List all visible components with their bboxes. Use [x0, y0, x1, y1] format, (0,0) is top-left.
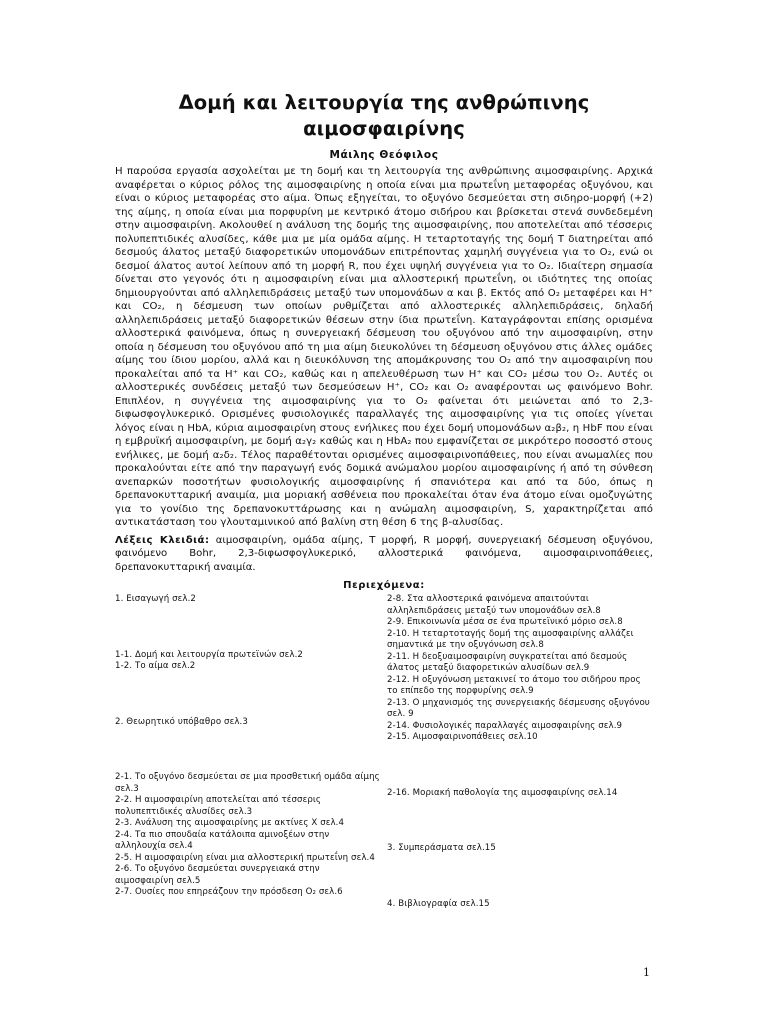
toc-entry: 3. Συμπεράσματα σελ.15 [387, 843, 496, 853]
toc-entry: 2-16. Μοριακή παθολογία της αιμοσφαιρίνης σελ.14 [387, 787, 618, 798]
toc-entry: 2-14. Φυσιολογικές παραλλαγές αιμοσφαιρίνης σελ.9 [387, 720, 623, 731]
document-title: Δομή και λειτουργία της ανθρώπινης αιμοσφαιρίνης [178, 91, 590, 140]
toc-spacer [115, 689, 381, 701]
abstract-paragraph: Η παρούσα εργασία ασχολείται με τη δομή και τη λειτουργία της ανθρώπινης αιμοσφαιρίνης. Αρχικά αναφέρεται ο κύριος ρόλος της αιμοσφαιρίνης η οποία είναι μια πρωτεΐνη μεταφορέας οξυγόνου, και είναι ο κύριος μεταφορέας στο αίμα. Όπως εξηγείται, το οξυγόνο δεσμεύεται στη σιδηρο-μορφή (+2) της αίμης, η οποία είναι μια πορφυρίνη με κεντρικό άτομο σιδήρου και βρίσκεται στενά συνδεδεμένη στην αιμοσφαιρίνη. Ακολουθεί η ανάλυση της δομής της αιμοσφαιρίνης, που αποτελείται από τέσσερις πολυπεπτιδικές αλυσίδες, κάθε μια με μία ομάδα αίμης. Η τεταρτοταγής της δομή Τ διατηρείται από δεσμούς άλατος μεταξύ διαφορετικών υπομονάδων επιτρέποντας χαμηλή συγγένεια για το O₂, ενώ οι δεσμοί άλατος αυτοί λείπουν από τη μορφή R, που έχει υψηλή συγγένεια για το O₂. Ιδιαίτερη σημασία δίνεται στο γεγονός ότι η αιμοσφαιρίνη είναι μια αλλοστερική πρωτεΐνη, οι ιδιότητες της οποίας δημιουργούνται από αλληλεπιδράσεις μεταξύ των υπομονάδων α και β. Εκτός από O₂ μεταφέρει και H⁺ και CO₂, η δέσμευση των οποίων ρυθμίζεται από αλλοστερικές αλληλεπιδράσεις, δηλαδή αλληλεπιδράσεις μεταξύ διαφορετικών θέσεων στην ίδια πρωτεΐνη. Καταγράφονται επίσης ορισμένα αλλοστερικά φαινόμενα, όπως η συνεργειακή δέσμευση του οξυγόνου από την αιμοσφαιρίνη, στην οποία η δέσμευση του οξυγόνου από τη μια αίμη διευκολύνει τη δέσμευση οξυγόνου στις άλλες ομάδες αίμης του ίδιου μορίου, αλλά και η διευκόλυνση της απομάκρυνσης του O₂ από την αιμοσφαιρίνη που προκαλείται από τα H⁺ και CO₂, καθώς και η απελευθέρωση των H⁺ και CO₂ μέσω του O₂. Αυτές οι αλλοστερικές συνδέσεις μεταξύ των δεσμεύσεων H⁺, CO₂ και O₂ αναφέρονται ως φαινόμενο Bohr. Επιπλέον, η συγγένεια της αιμοσφαιρίνης για το O₂ φαίνεται ότι μειώνεται από το 2,3-διφωσφογλυκερικό. Ορισμένες φυσιολογικές παραλλαγές της αιμοσφαιρίνης για τις οποίες γίνεται λόγος είναι η HbA, κύρια αιμοσφαιρίνη στους ενήλικες που έχει δομή υπομονάδων α₂β₂, η HbF που είναι η εμβρυϊκή αιμοσφαιρίνη, με δομή α₂γ₂ καθώς και η HbA₂ που εμφανίζεται σε μικρότερο ποσοστό στους ενήλικες, με δομή α₂δ₂. Τέλος παραθέτονται ορισμένες αιμοσφαιρινοπάθειες, που είναι ανωμαλίες που προκαλούνται είτε από την παραγωγή ενός δομικά ανώμαλου μορίου αιμοσφαιρίνης ή από τη σύνθεση ανεπαρκών ποσοτήτων φυσιολογικής αιμοσφαιρίνης ή σπανιότερα και από τα δύο, όπως η δρεπανοκυτταρική αναιμία, μια μοριακή ασθένεια που προκαλείται όταν ένα άτομο είναι ομοζυγώτης για το γονίδιο της δρεπανοκυττάρωσης και η ανώμαλη αιμοσφαιρίνη, S, χαρακτηρίζεται από αντικατάσταση του γλουταμινικού από βαλίνη στη θέση 6 της β-αλυσίδας. [115, 166, 653, 528]
document-page [115, 90, 653, 910]
toc-entry: 2-4. Τα πιο σπουδαία κατάλοιπα αμινοξέων στην αλληλουχία σελ.4 [115, 829, 330, 851]
toc-entry: 1. Εισαγωγή σελ.2 [115, 594, 197, 604]
keywords-paragraph [115, 534, 653, 575]
toc-left-column [115, 594, 381, 910]
toc-heading: Περιεχόμενα: [343, 580, 425, 591]
toc-entry: 2-10. Η τεταρτοταγής δομή της αιμοσφαιρίνης αλλάζει σημαντικά με την οξυγόνωση σελ.8 [387, 628, 634, 650]
toc-spacer [387, 760, 653, 772]
toc-right-column [387, 594, 653, 910]
author-name: Μάιλης Θεόφιλος [329, 149, 439, 161]
toc-entry: 1-1. Δομή και λειτουργία πρωτεϊνών σελ.2 [115, 649, 303, 660]
toc-entry: 2-13. Ο μηχανισμός της συνεργειακής δέσμευσης οξυγόνου σελ. 9 [387, 697, 650, 719]
toc-entry: 2-12. Η οξυγόνωση μετακινεί το άτομο του σιδήρου προς το επίπεδο της πορφυρίνης σελ.9 [387, 674, 641, 696]
toc-entry: 2-6. Το οξυγόνο δεσμεύεται συνεργειακά στην αιμοσφαιρίνη σελ.5 [115, 864, 320, 886]
toc-entry: 1-2. Το αίμα σελ.2 [115, 661, 196, 671]
toc-entry: 2-3. Ανάλυση της αιμοσφαιρίνης με ακτίνες Χ σελ.4 [115, 818, 345, 828]
toc-entry: 2-15. Αιμοσφαιρινοπάθειες σελ.10 [387, 732, 538, 742]
toc-entry: 2-8. Στα αλλοστερικά φαινόμενα απαιτούνται αλληλεπιδράσεις μεταξύ των υπομονάδων σελ.8 [387, 594, 601, 616]
table-of-contents [115, 594, 653, 910]
toc-entry: 2-1. Το οξυγόνο δεσμεύεται σε μια προσθετική ομάδα αίμης σελ.3 [115, 772, 380, 794]
toc-spacer [387, 871, 653, 883]
toc-entry: 2-11. Η δεοξυαιμοσφαιρίνη συγκρατείται από δεσμούς άλατος μεταξύ διαφορετικών αλυσίδων σελ.9 [387, 651, 628, 673]
toc-entry: 4. Βιβλιογραφία σελ.15 [387, 898, 490, 909]
toc-entry: 2-5. Η αιμοσφαιρίνη είναι μια αλλοστερική πρωτεΐνη σελ.4 [115, 852, 375, 863]
toc-entry: 2-9. Επικοινωνία μέσα σε ένα πρωτεϊνικό μόριο σελ.8 [387, 617, 623, 627]
toc-entry: 2-7. Ουσίες που επηρεάζουν την πρόσδεση O₂ σελ.6 [115, 887, 343, 897]
toc-spacer [115, 622, 381, 634]
toc-spacer [115, 744, 381, 756]
keywords-text: αιμοσφαιρίνη, ομάδα αίμης, T μορφή, R μορφή, συνεργειακή δέσμευση οξυγόνου, φαινόμενο Bohr, 2,3-διφωσφογλυκερικό, αλλοστερικά φαινόμενα, αιμοσφαιρινοπάθειες, δρεπανοκυτταρική αναιμία. [115, 534, 653, 573]
toc-spacer [387, 815, 653, 827]
toc-entry: 2. Θεωρητικό υπόβαθρο σελ.3 [115, 716, 248, 727]
keywords-label: Λέξεις Κλειδιά: [115, 534, 210, 546]
page-number: 1 [643, 966, 650, 979]
toc-entry: 2-2. Η αιμοσφαιρίνη αποτελείται από τέσσερις πολυπεπτιδικές αλυσίδες σελ.3 [115, 795, 322, 817]
